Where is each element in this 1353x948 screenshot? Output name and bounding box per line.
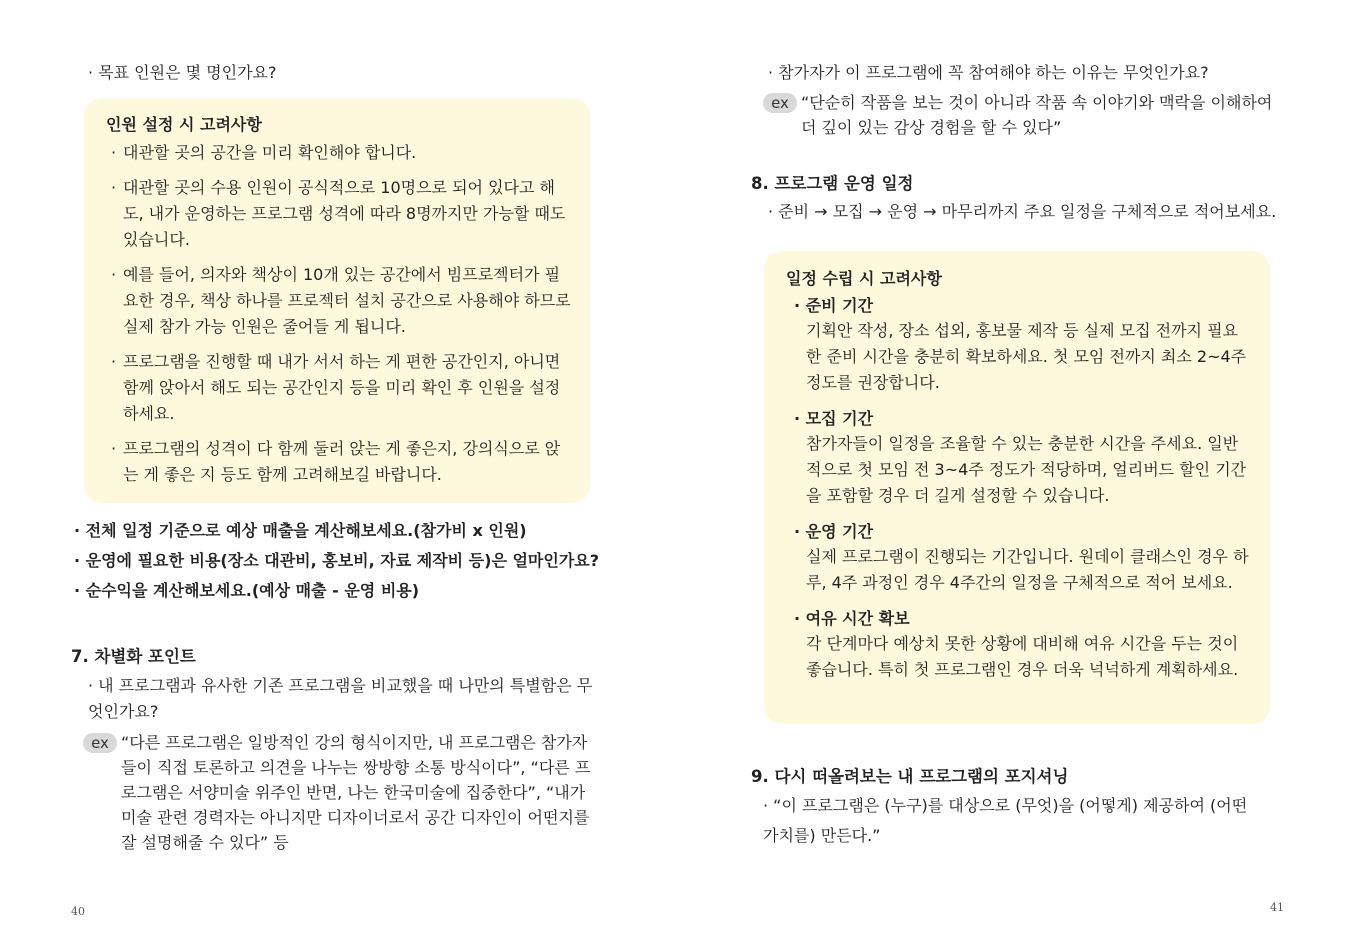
tip-item: · 예를 들어, 의자와 책상이 10개 있는 공간에서 빔프로젝터가 필요한 경우, 책상 하나를 프로젝터 설치 공간으로 사용해야 하므로 실제 참가 가능 인원은 줄어들 게 됩니다.	[111, 262, 571, 340]
profit-question: · 순수익을 계산해보세요.(예상 매출 - 운영 비용)	[74, 581, 420, 600]
revenue-question-list	[74, 518, 634, 604]
example-badge: ex	[83, 733, 117, 753]
schedule-item-body: 기획안 작성, 장소 섭외, 홍보물 제작 등 실제 모집 전까지 필요한 준비 시간을 충분히 확보하세요. 첫 모임 전까지 최소 2~4주 정도를 권장합니다.	[806, 321, 1247, 392]
schedule-list	[794, 293, 1249, 693]
positioning-statement: · “이 프로그램은 (누구)를 대상으로 (무엇)을 (어떻게) 제공하여 (어떤 가치를) 만든다.”	[763, 796, 1248, 845]
question-reason: · 참가자가 이 프로그램에 꼭 참여해야 하는 이유는 무엇인가요?	[768, 63, 1209, 82]
tip-item: · 프로그램의 성격이 다 함께 둘러 앉는 게 좋은지, 강의식으로 앉는 게 좋은 지 등도 함께 고려해보길 바랍니다.	[111, 436, 571, 488]
tip-box-headcount	[84, 98, 590, 503]
schedule-item-recruit	[794, 406, 1249, 509]
tip-item: · 대관할 곳의 공간을 미리 확인해야 합니다.	[111, 140, 571, 166]
schedule-item-title: · 여유 시간 확보	[794, 609, 910, 628]
revenue-question: · 전체 일정 기준으로 예상 매출을 계산해보세요.(참가비 x 인원)	[74, 521, 527, 540]
tip-box-title: 인원 설정 시 고려사항	[106, 115, 262, 134]
schedule-item-body: 실제 프로그램이 진행되는 기간입니다. 원데이 클래스인 경우 하루, 4주 과정인 경우 4주간의 일정을 구체적으로 적어 보세요.	[806, 547, 1249, 592]
tip-box-schedule	[764, 251, 1270, 724]
schedule-item-body: 각 단계마다 예상치 못한 상황에 대비해 여유 시간을 두는 것이 좋습니다. 특히 첫 프로그램인 경우 더욱 넉넉하게 계획하세요.	[806, 634, 1239, 679]
example-text: “다른 프로그램은 일방적인 강의 형식이지만, 내 프로그램은 참가자들이 직접 토론하고 의견을 나누는 쌍방향 소통 방식이다”, “다른 프로그램은 서양미술 위주인 반면, 나는 한국미술에 집중한다”, “내가 미술 관련 경력자는 아니지만 디자이너로서 공간 디자인이 어떤지를 잘 설명해줄 수 있다” 등	[121, 733, 591, 852]
cost-question: · 운영에 필요한 비용(장소 대관비, 홍보비, 자료 제작비 등)은 얼마인가요?	[74, 551, 600, 570]
schedule-item-buffer	[794, 606, 1249, 683]
example-text: “단순히 작품을 보는 것이 아니라 작품 속 이야기와 맥락을 이해하여 더 깊이 있는 감상 경험을 할 수 있다”	[801, 93, 1273, 137]
section-7-heading: 7. 차별화 포인트	[71, 647, 196, 666]
schedule-item-body: 참가자들이 일정을 조율할 수 있는 충분한 시간을 주세요. 일반적으로 첫 모임 전 3~4주 정도가 적당하며, 얼리버드 할인 기간을 포함할 경우 더 길게 설정할 수 있습니다.	[806, 434, 1247, 505]
tip-box-title: 일정 수립 시 고려사항	[786, 269, 942, 288]
tip-item: · 대관할 곳의 수용 인원이 공식적으로 10명으로 되어 있다고 해도, 내가 운영하는 프로그램 성격에 따라 8명까지만 가능할 때도 있습니다.	[111, 175, 571, 253]
example-badge: ex	[763, 93, 797, 113]
tip-item: · 프로그램을 진행할 때 내가 서서 하는 게 편한 공간인지, 아니면 함께 앉아서 해도 되는 공간인지 등을 미리 확인 후 인원을 설정하세요.	[111, 349, 571, 427]
section-8-question: · 준비 → 모집 → 운영 → 마무리까지 주요 일정을 구체적으로 적어보세요.	[768, 202, 1277, 221]
page-number-right: 41	[1270, 901, 1284, 914]
schedule-item-title: · 운영 기간	[794, 522, 874, 541]
tip-list	[111, 140, 571, 497]
schedule-item-prep	[794, 293, 1249, 396]
section-9-heading: 9. 다시 떠올려보는 내 프로그램의 포지셔닝	[751, 767, 1069, 786]
schedule-item-title: · 모집 기간	[794, 409, 874, 428]
section-8-heading: 8. 프로그램 운영 일정	[751, 174, 914, 193]
page-number-left: 40	[71, 905, 85, 918]
section-7-question: · 내 프로그램과 유사한 기존 프로그램을 비교했을 때 나만의 특별함은 무엇인가요?	[88, 676, 593, 721]
schedule-item-operation	[794, 519, 1249, 596]
schedule-item-title: · 준비 기간	[794, 296, 874, 315]
question-target-count: · 목표 인원은 몇 명인가요?	[88, 63, 277, 82]
